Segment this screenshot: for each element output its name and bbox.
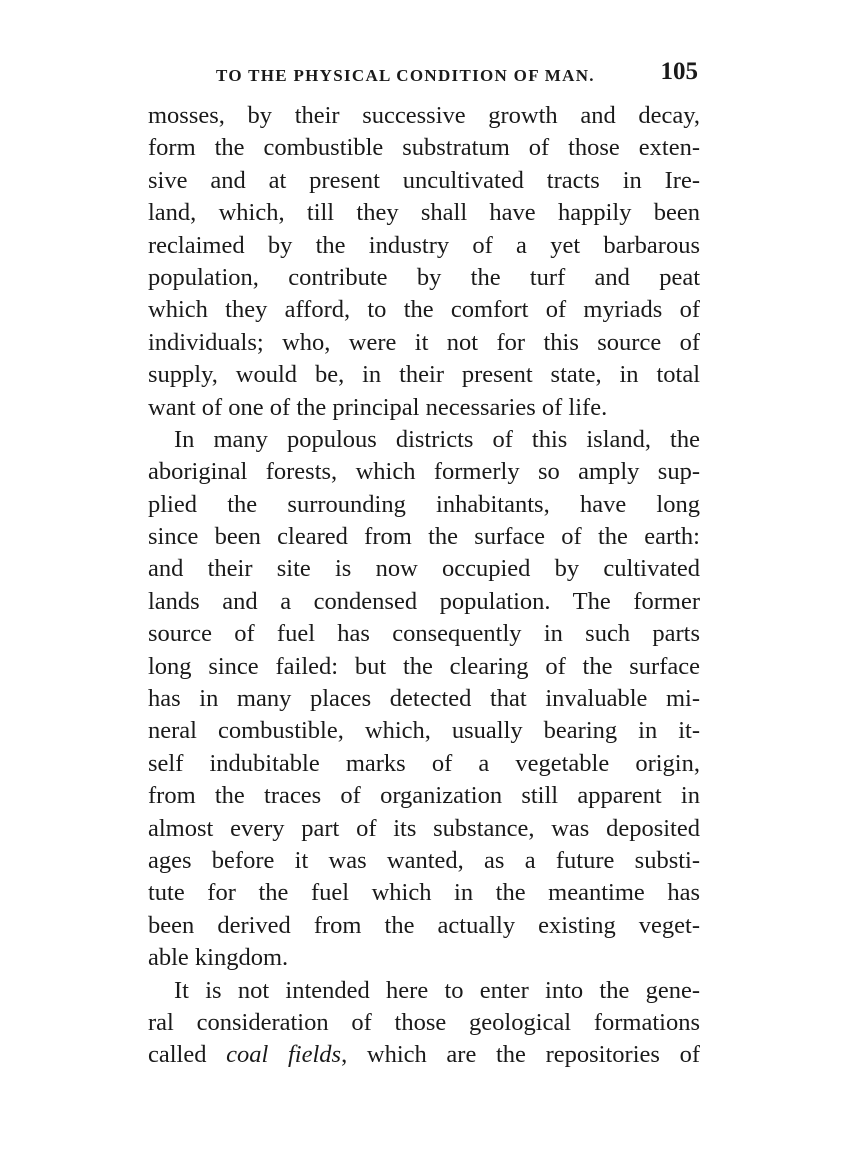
paragraph xyxy=(148,100,700,424)
text-line: want of one of the principal necessaries of life. xyxy=(148,393,608,421)
text-line: long since failed: but the clearing of the surface xyxy=(148,652,700,680)
text-line: and their site is now occupied by cultivated xyxy=(148,555,700,583)
text-line: from the traces of organization still apparent in xyxy=(148,782,700,810)
text-line: lands and a condensed population. The former xyxy=(148,587,700,615)
text-line: since been cleared from the surface of the earth: xyxy=(148,523,700,551)
text-line: almost every part of its substance, was deposited xyxy=(148,814,700,842)
paragraph xyxy=(148,424,700,975)
text-line: neral combustible, which, usually bearing in it- xyxy=(148,717,700,745)
running-header xyxy=(148,58,700,94)
running-title: TO THE PHYSICAL CONDITION OF MAN. xyxy=(216,66,595,85)
text-line: aboriginal forests, which formerly so amply sup- xyxy=(148,458,700,486)
text-fragment: , which are the repositories of xyxy=(341,1041,700,1069)
text-line: tute for the fuel which in the meantime has xyxy=(148,879,700,907)
page-number: 105 xyxy=(660,58,698,85)
text-line: able kingdom. xyxy=(148,944,289,972)
text-line: which they afford, to the comfort of myriads of xyxy=(148,296,700,324)
text-line: mosses, by their successive growth and decay, xyxy=(148,102,700,129)
text-line: supply, would be, in their present state, in total xyxy=(148,361,700,389)
text-fragment: called xyxy=(148,1041,227,1069)
text-line: reclaimed by the industry of a yet barbarous xyxy=(148,231,700,259)
text-line: ages before it was wanted, as a future substi- xyxy=(148,846,700,874)
text-line: source of fuel has consequently in such parts xyxy=(148,620,700,648)
text-line: self indubitable marks of a vegetable origin, xyxy=(148,749,700,777)
text-line: has in many places detected that invaluable mi- xyxy=(148,685,700,713)
text-line: been derived from the actually existing veget- xyxy=(148,911,700,939)
text-line: ral consideration of those geological formations xyxy=(148,1008,700,1036)
text-line: It is not intended here to enter into the gene- xyxy=(174,976,700,1004)
text-line: land, which, till they shall have happily been xyxy=(148,199,700,227)
body-text xyxy=(148,100,700,1072)
italic-term: coal fields xyxy=(226,1041,342,1069)
text-line: form the combustible substratum of those exten- xyxy=(148,134,700,162)
text-line: individuals; who, were it not for this source of xyxy=(148,328,700,356)
text-line: population, contribute by the turf and peat xyxy=(148,263,700,291)
paragraph xyxy=(148,975,700,1072)
text-line: sive and at present uncultivated tracts in Ire- xyxy=(148,166,700,194)
text-line: In many populous districts of this island, the xyxy=(174,425,700,453)
text-line xyxy=(148,1039,700,1071)
text-line: plied the surrounding inhabitants, have long xyxy=(148,490,700,518)
